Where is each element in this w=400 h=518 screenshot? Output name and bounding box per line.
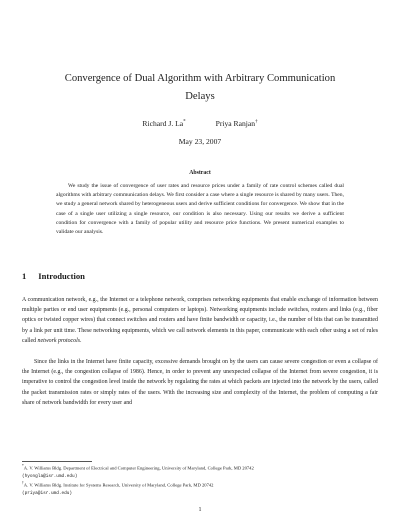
paragraph-1-emphasis: network protocols [37, 337, 81, 344]
author-2-mark: † [255, 119, 258, 125]
footnote-1-email-line [22, 472, 378, 480]
section-heading [22, 271, 85, 281]
footnote-2-mark: † [22, 480, 24, 485]
author-list [100, 119, 300, 128]
footnote-2-email[interactable]: (priya@isr.umd.edu) [22, 490, 73, 496]
author-2-name: Priya Ranjan [215, 119, 256, 128]
section-number: 1 [22, 271, 27, 281]
author-1 [142, 119, 185, 128]
footnote-2-text: A. V. Williams Bldg. Institute for Systems Research, University of Maryland, College Park, MD 20742 [23, 482, 214, 488]
footnote-rule [22, 461, 92, 462]
footnotes [22, 463, 378, 497]
intro-paragraph-1 [22, 295, 378, 346]
footnote-1-text: A. V. Williams Bldg. Department of Electrical and Computer Engineering, University of Maryland, College Park, MD 20742 [23, 465, 254, 471]
footnote-1-mark: * [22, 464, 24, 468]
abstract-text: We study the issue of convergence of user rates and resource prices under a family of rate control schemes called dual algorithms with arbitrary communication delays. We first consider a case where a single resource is shared by many users. Then, we study a general network shared by heterogeneous users and derive sufficient conditions for convergence. We show that in the case of a single user utilizing a single resource, our condition is also necessary. Using our results we derive a sufficient condition for convergence with a family of popular utility and resource price functions. We present numerical examples to validate our analysis. [56, 183, 344, 236]
paper-date: May 23, 2007 [178, 137, 222, 146]
paragraph-1-end: . [80, 337, 82, 344]
footnote-1 [22, 463, 378, 472]
paragraph-1-text: A communication network, e.g., the Internet or a telephone network, comprises networking equipments that enable exchange of information between multiple parties or end user equipments (e.g., personal computers or laptops). Networking equipments include switches, routers and links (e.g., fiber optics or twisted copper wires) that connect switches and routers and have finite bandwidth or capacity, i.e., the number of bits that can be transmitted by a link per unit time. These networking equipments, which we call network elements in this paper, communicate with each other using a set of rules called [22, 297, 378, 344]
footnote-1-email[interactable]: (hyongla@isr.umd.edu) [22, 473, 78, 479]
author-1-name: Richard J. La [142, 119, 184, 128]
page-number: 1 [198, 507, 202, 513]
footnote-2 [22, 480, 378, 489]
abstract-heading: Abstract [189, 170, 211, 176]
paper-title [40, 70, 360, 106]
author-1-mark: * [183, 119, 186, 125]
title-line-2: Delays [185, 91, 215, 102]
intro-paragraph-2: Since the links in the Internet have finite capacity, excessive demands brought on by the users can cause severe congestion or even a collapse of the Internet (e.g., the congestion collapse of 1986). Hence, in order to prevent any unexpected collapse of the Internet from severe congestion, it is imperative to control the congestion level inside the network by regulating the rates at which packets are injected into the network by the users, called the packet transmission rates or simply rates of the users. With the increasing size and complexity of the Internet, the problem of computing a fair share of network bandwidth for every user and [22, 359, 378, 406]
author-2 [216, 119, 258, 128]
footnote-2-email-line [22, 489, 378, 497]
title-line-1: Convergence of Dual Algorithm with Arbitrary Communication [64, 73, 336, 84]
section-title: Introduction [38, 271, 85, 281]
